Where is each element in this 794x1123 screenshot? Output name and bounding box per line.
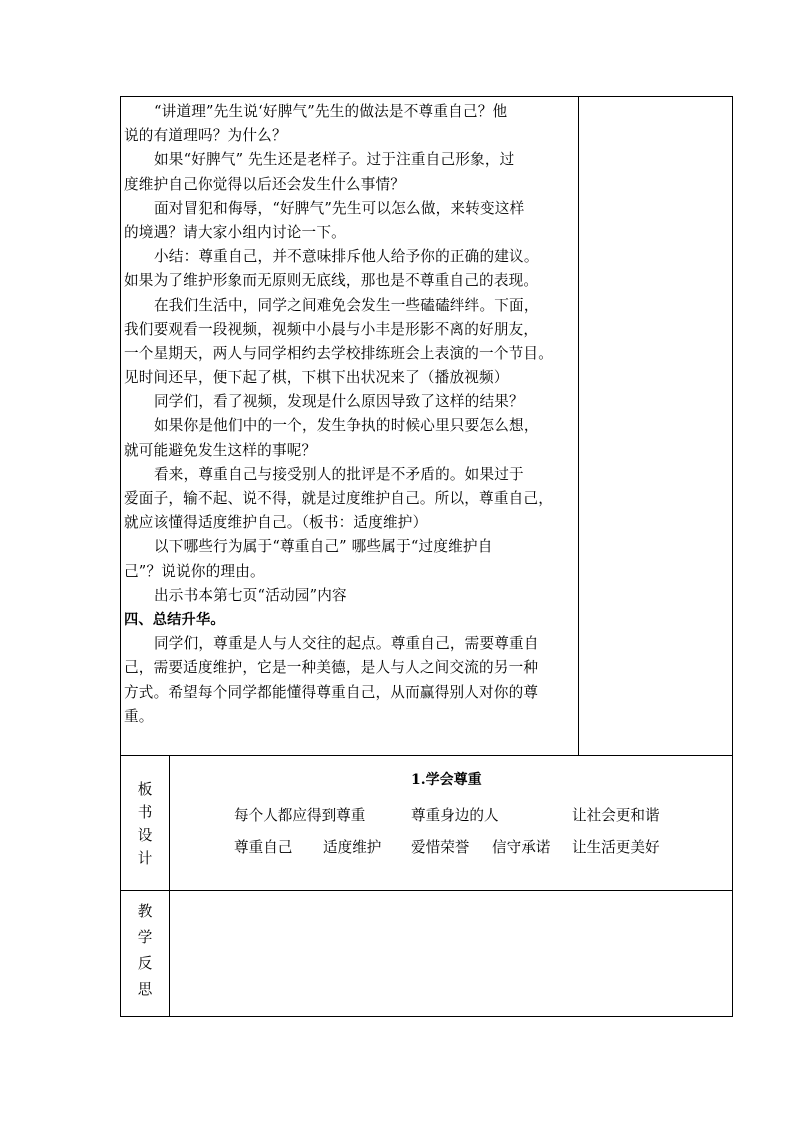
text-line: 如果为了维护形象而无原则无底线，那也是不尊重自己的表现。 [124,272,539,290]
text-line: 己，需要适度维护，它是一种美德，是人与人之间交流的另一种 [124,659,539,677]
text-line: 小结：尊重自己，并不意味排斥他人给予你的正确的建议。 [154,248,539,266]
label-char: 教 [137,903,153,920]
text-line: 在我们生活中，同学之间难免会发生一些磕磕绊绊。下面， [154,296,539,314]
board-design-label [121,778,169,870]
text-line: 出示书本第七页“活动园”内容 [154,586,347,604]
text-line: 就应该懂得适度维护自己。（板书：适度维护） [124,514,428,532]
text-line: 面对冒犯和侮辱，“好脾气”先生可以怎么做，来转变这样 [154,199,525,217]
text-line: 说的有道理吗？为什么？ [124,127,287,145]
text-line: 爱面子，输不起、说不得，就是过度维护自己。所以，尊重自己， [124,490,554,507]
text-line: 看来，尊重自己与接受别人的批评是不矛盾的。如果过于 [154,465,524,483]
text-line: 方式。希望每个同学都能懂得尊重自己，从而赢得别人对你的尊 [124,683,539,701]
lesson-text-block [124,100,578,729]
label-char: 书 [137,804,153,821]
text-line: 我们要观看一段视频，视频中小晨与小丰是形影不离的好朋友， [124,320,539,338]
board-item: 爱惜荣誉 [411,839,470,856]
text-line: 以下哪些行为属于“尊重自己” 哪些属于“过度维护自 [154,538,493,556]
teaching-reflection-label [121,899,169,1003]
label-char: 学 [137,929,153,946]
text-line: 重。 [124,707,154,725]
text-line: “讲道理”先生说‘好脾气”先生的做法是不尊重自己？他 [154,103,508,120]
text-line: 如果“好脾气” 先生还是老样子。过于注重自己形象，过 [154,151,515,169]
text-line: 如果你是他们中的一个，发生争执的时候心里只要怎么想， [154,417,539,435]
board-item: 每个人都应得到尊重 [234,807,366,824]
label-char: 思 [137,981,153,998]
text-line: 一个星期天，两人与同学相约去学校排练班会上表演的一个节目。 [124,344,554,362]
board-title: 1.学会尊重 [411,772,482,788]
text-line: 同学们，尊重是人与人交往的起点。尊重自己，需要尊重自 [154,635,539,653]
text-line: 见时间还早，便下起了棋，下棋下出状况来了（播放视频） [124,369,509,387]
label-char: 设 [137,827,153,844]
summary-table [120,755,733,1017]
text-line: 的境遇？请大家小组内讨论一下。 [124,223,346,241]
board-item: 尊重自己 [234,839,293,856]
label-char: 反 [137,955,153,972]
label-column-divider [169,756,170,1016]
section-heading: 四、总结升华。 [124,611,225,628]
board-item: 尊重身边的人 [411,807,499,824]
lesson-content-table [120,96,733,756]
board-item: 信守承诺 [492,839,551,856]
board-item: 适度维护 [323,839,382,856]
label-char: 计 [137,850,153,867]
text-line: 度维护自己你觉得以后还会发生什么事情？ [124,175,406,193]
label-char: 板 [137,781,153,798]
text-line: 就可能避免发生这样的事呢？ [124,441,317,459]
column-divider [578,97,579,755]
board-item: 让社会更和谐 [572,807,660,824]
row-divider [121,890,732,891]
text-line: 己”？说说你的理由。 [124,562,265,580]
board-item: 让生活更美好 [572,839,660,856]
text-line: 同学们，看了视频，发现是什么原因导致了这样的结果？ [154,393,524,411]
